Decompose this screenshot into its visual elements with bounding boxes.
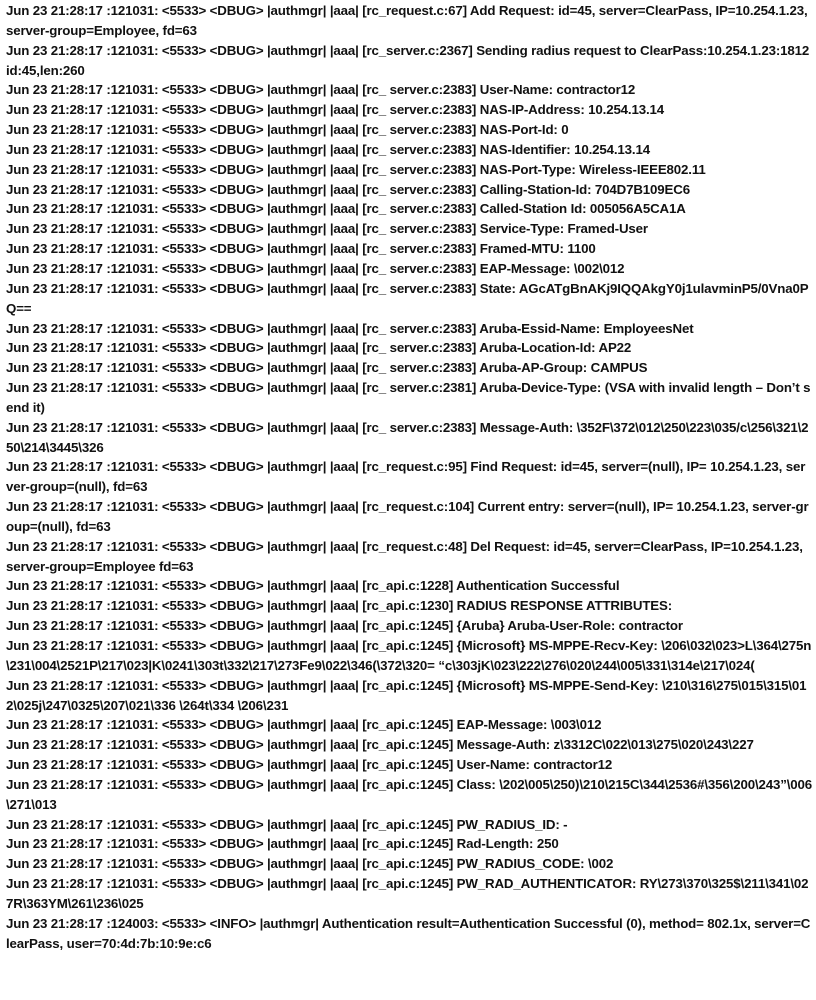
log-line: Jun 23 21:28:17 :121031: <5533> <DBUG> |authmgr| |aaa| [rc_api.c:1245] PW_RADIUS_CODE: \002 [6,856,614,872]
log-line: Jun 23 21:28:17 :121031: <5533> <DBUG> |authmgr| |aaa| [rc_ server.c:2383] NAS-Port-Id: 0 [6,122,569,138]
log-line: Jun 23 21:28:17 :121031: <5533> <DBUG> |authmgr| |aaa| [rc_api.c:1245] PW_RAD_AUTHENTICATOR: RY\273\370\325$\211\341\027R\363YM\261\236\025 [6,876,809,911]
log-line: Jun 23 21:28:17 :121031: <5533> <DBUG> |authmgr| |aaa| [rc_api.c:1245] EAP-Message: \003\012 [6,717,602,733]
log-line: Jun 23 21:28:17 :121031: <5533> <DBUG> |authmgr| |aaa| [rc_api.c:1228] Authentication Successful [6,578,620,594]
log-line: Jun 23 21:28:17 :121031: <5533> <DBUG> |authmgr| |aaa| [rc_ server.c:2383] State: AGcATgBnAKj9IQQAkgY0j1ulavminP5/0Vna0PQ== [6,280,809,316]
log-line: Jun 23 21:28:17 :121031: <5533> <DBUG> |authmgr| |aaa| [rc_request.c:104] Current entry: server=(null), IP= 10.254.1.23, server-group=(null), fd=63 [6,499,809,534]
log-line: Jun 23 21:28:17 :121031: <5533> <DBUG> |authmgr| |aaa| [rc_ server.c:2383] Message-Auth: \352F\372\012\250\223\035/c\256\321\250\214\3445\326 [6,419,809,455]
log-line: Jun 23 21:28:17 :121031: <5533> <DBUG> |authmgr| |aaa| [rc_api.c:1245] PW_RADIUS_ID: - [6,816,568,832]
log-line: Jun 23 21:28:17 :121031: <5533> <DBUG> |authmgr| |aaa| [rc_request.c:95] Find Request: id=45, server=(null), IP= 10.254.1.23, server-group=(null), fd=63 [6,459,806,495]
log-line: Jun 23 21:28:17 :121031: <5533> <DBUG> |authmgr| |aaa| [rc_ server.c:2383] User-Name: contractor12 [6,82,636,98]
log-line: Jun 23 21:28:17 :121031: <5533> <DBUG> |authmgr| |aaa| [rc_api.c:1245] {Microsoft} MS-MPPE-Send-Key: \210\316\275\015\315\012\025j\247\0325\207\021\336 \264t\334 \206\231 [6,677,807,713]
log-line: Jun 23 21:28:17 :121031: <5533> <DBUG> |authmgr| |aaa| [rc_ server.c:2383] NAS-Identifier: 10.254.13.14 [6,141,650,157]
log-line: Jun 23 21:28:17 :121031: <5533> <DBUG> |authmgr| |aaa| [rc_api.c:1230] RADIUS RESPONSE ATTRIBUTES: [6,598,673,614]
log-line: Jun 23 21:28:17 :121031: <5533> <DBUG> |authmgr| |aaa| [rc_ server.c:2383] EAP-Message: \002\012 [6,260,625,276]
log-line: Jun 23 21:28:17 :121031: <5533> <DBUG> |authmgr| |aaa| [rc_ server.c:2381] Aruba-Device-Type: (VSA with invalid length – Don’t send it) [6,380,811,415]
log-line: Jun 23 21:28:17 :121031: <5533> <DBUG> |authmgr| |aaa| [rc_api.c:1245] User-Name: contractor12 [6,757,613,773]
log-line: Jun 23 21:28:17 :121031: <5533> <DBUG> |authmgr| |aaa| [rc_ server.c:2383] Framed-MTU: 1100 [6,241,596,257]
log-line: Jun 23 21:28:17 :121031: <5533> <DBUG> |authmgr| |aaa| [rc_ server.c:2383] Aruba-Location-Id: AP22 [6,340,632,356]
log-line: Jun 23 21:28:17 :121031: <5533> <DBUG> |authmgr| |aaa| [rc_api.c:1245] {Microsoft} MS-MPPE-Recv-Key: \206\032\023>L\364\275n\231\004\2521P\217\023|K\0241\303t\332\217\273Fe9\022\346(\372\320= “c\303jK\023\222\276\020\244\005\331\314e\217\024( [6,638,812,673]
log-line: Jun 23 21:28:17 :121031: <5533> <DBUG> |authmgr| |aaa| [rc_api.c:1245] Message-Auth: z\3312C\022\013\275\020\243\227 [6,737,754,753]
log-line: Jun 23 21:28:17 :121031: <5533> <DBUG> |authmgr| |aaa| [rc_ server.c:2383] Aruba-AP-Group: CAMPUS [6,360,648,376]
log-line: Jun 23 21:28:17 :121031: <5533> <DBUG> |authmgr| |aaa| [rc_ server.c:2383] Service-Type: Framed-User [6,221,648,237]
log-line: Jun 23 21:28:17 :121031: <5533> <DBUG> |authmgr| |aaa| [rc_api.c:1245] {Aruba} Aruba-User-Role: contractor [6,618,683,634]
log-line: Jun 23 21:28:17 :121031: <5533> <DBUG> |authmgr| |aaa| [rc_ server.c:2383] Aruba-Essid-Name: EmployeesNet [6,320,694,336]
log-line: Jun 23 21:28:17 :121031: <5533> <DBUG> |authmgr| |aaa| [rc_api.c:1245] Rad-Length: 250 [6,836,559,852]
log-line: Jun 23 21:28:17 :121031: <5533> <DBUG> |authmgr| |aaa| [rc_api.c:1245] Class: \202\005\250)\210\215C\344\2536#\356\200\243”\006\271\013 [6,776,813,812]
log-line: Jun 23 21:28:17 :121031: <5533> <DBUG> |authmgr| |aaa| [rc_ server.c:2383] Calling-Station-Id: 704D7B109EC6 [6,181,690,197]
log-line: Jun 23 21:28:17 :121031: <5533> <DBUG> |authmgr| |aaa| [rc_ server.c:2383] Called-Station Id: 005056A5CA1A [6,201,686,217]
log-line: Jun 23 21:28:17 :121031: <5533> <DBUG> |authmgr| |aaa| [rc_request.c:67] Add Request: id=45, server=ClearPass, IP=10.254.1.23, server-group=Employee, fd=63 [6,3,812,38]
log-line: Jun 23 21:28:17 :121031: <5533> <DBUG> |authmgr| |aaa| [rc_ server.c:2383] NAS-IP-Address: 10.254.13.14 [6,102,664,118]
log-line: Jun 23 21:28:17 :121031: <5533> <DBUG> |authmgr| |aaa| [rc_request.c:48] Del Request: id=45, server=ClearPass, IP=10.254.1.23, server-group=Employee fd=63 [6,538,807,574]
log-line: Jun 23 21:28:17 :121031: <5533> <DBUG> |authmgr| |aaa| [rc_server.c:2367] Sending radius request to ClearPass:10.254.1.23:1812 id:45,len:260 [6,42,813,78]
log-line: Jun 23 21:28:17 :124003: <5533> <INFO> |authmgr| Authentication result=Authentication Successful (0), method= 802.1x, server=ClearPass, user=70:4d:7b:10:9e:c6 [6,915,811,951]
log-line: Jun 23 21:28:17 :121031: <5533> <DBUG> |authmgr| |aaa| [rc_ server.c:2383] NAS-Port-Type: Wireless-IEEE802.11 [6,161,706,177]
